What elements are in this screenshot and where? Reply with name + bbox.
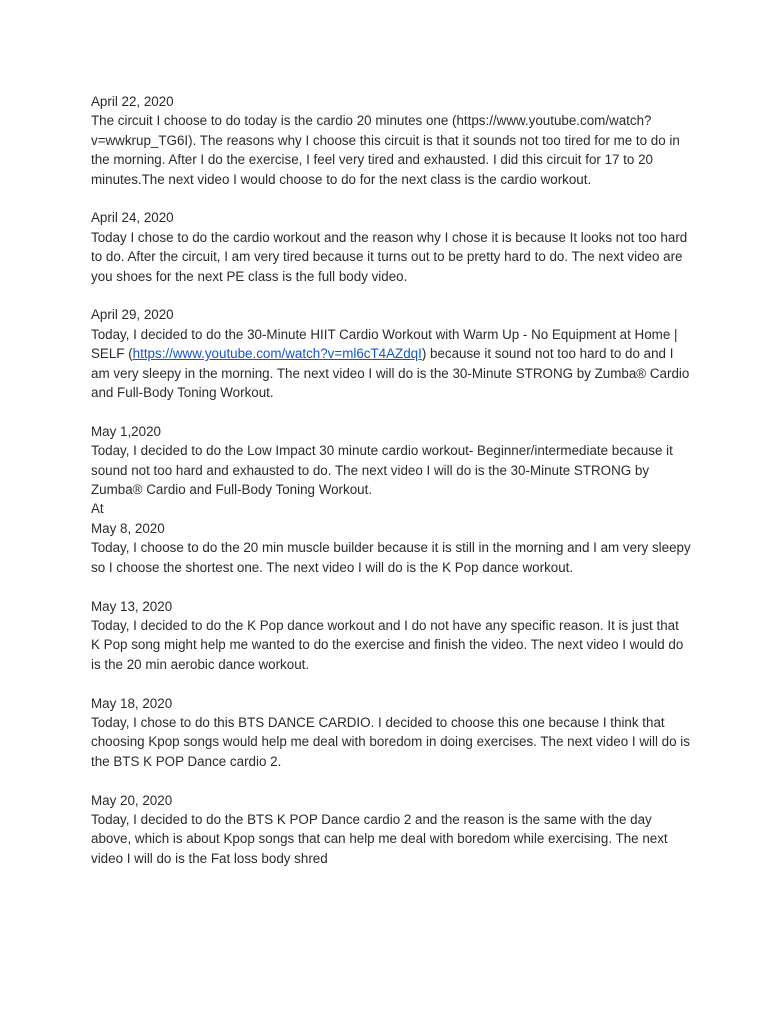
journal-entry-may-20 xyxy=(91,791,691,869)
entry-date: May 13, 2020 xyxy=(91,598,173,614)
entry-date: May 18, 2020 xyxy=(91,695,173,711)
journal-body xyxy=(91,92,691,888)
entry-text xyxy=(91,325,691,403)
entry-text-before-link: Today, I decided to do the 30-Minute HIIT Cardio Workout with Warm Up - No Equipment at Home | SELF ( xyxy=(91,326,678,362)
entry-date: May 8, 2020 xyxy=(91,520,165,536)
entry-text-after-link: ) because it sound not too hard to do and I am very sleepy in the morning. The next video I will do is the 30-Minute STRONG by Zumba® Cardio and Full-Body Toning Workout. xyxy=(91,346,690,401)
entry-text: Today, I choose to do the 20 min muscle builder because it is still in the morning and I am very sleepy so I choose the shortest one. The next video I will do is the K Pop dance workout. xyxy=(91,540,691,575)
entry-text: Today I chose to do the cardio workout and the reason why I chose it is because It looks not too hard to do. After the circuit, I am very tired because it turns out to be pretty hard to do. The next video are you shoes for the next PE class is the full body video. xyxy=(91,229,688,284)
stray-text: At xyxy=(91,501,104,517)
journal-entry-may-8 xyxy=(91,519,691,577)
journal-entry-may-18 xyxy=(91,694,691,772)
entry-date: May 1,2020 xyxy=(91,423,161,439)
entry-text: Today, I decided to do the K Pop dance workout and I do not have any specific reason. It is just that K Pop song might help me wanted to do the exercise and finish the video. The next video I would do is the 20 min aerobic dance workout. xyxy=(91,617,684,672)
entry-date: April 24, 2020 xyxy=(91,210,174,226)
journal-entry-april-24 xyxy=(91,208,691,286)
entry-date: April 29, 2020 xyxy=(91,307,174,323)
journal-entry-may-1 xyxy=(91,422,691,519)
entry-text: Today, I decided to do the BTS K POP Dance cardio 2 and the reason is the same with the day above, which is about Kpop songs that can help me deal with boredom while exercising. The next video I will do is the Fat loss body shred xyxy=(91,811,668,866)
entry-date: May 20, 2020 xyxy=(91,792,173,808)
entry-date: April 22, 2020 xyxy=(91,94,174,109)
youtube-link[interactable]: https://www.youtube.com/watch?v=ml6cT4AZdqI xyxy=(132,346,422,362)
entry-text: Today, I decided to do the Low Impact 30 minute cardio workout- Beginner/intermediate because it sound not too hard and exhausted to do. The next video I will do is the 30-Minute STRONG by Zumba® Cardio and Full-Body Toning Workout. xyxy=(91,443,673,498)
journal-entry-april-22 xyxy=(91,92,691,189)
entry-text: Today, I chose to do this BTS DANCE CARDIO. I decided to choose this one because I think that choosing Kpop songs would help me deal with boredom in doing exercises. The next video I will do is the BTS K POP Dance cardio 2. xyxy=(91,714,690,769)
journal-entry-april-29 xyxy=(91,305,691,402)
entry-text: The circuit I choose to do today is the cardio 20 minutes one (https://www.youtube.com/watch?v=wwkrup_TG6I). The reasons why I choose this circuit is that it sounds not too tired for me to do in the morning. After I do the exercise, I feel very tired and exhausted. I did this circuit for 17 to 20 minutes.The next video I would choose to do for the next class is the cardio workout. xyxy=(91,113,680,187)
journal-entry-may-13 xyxy=(91,597,691,675)
